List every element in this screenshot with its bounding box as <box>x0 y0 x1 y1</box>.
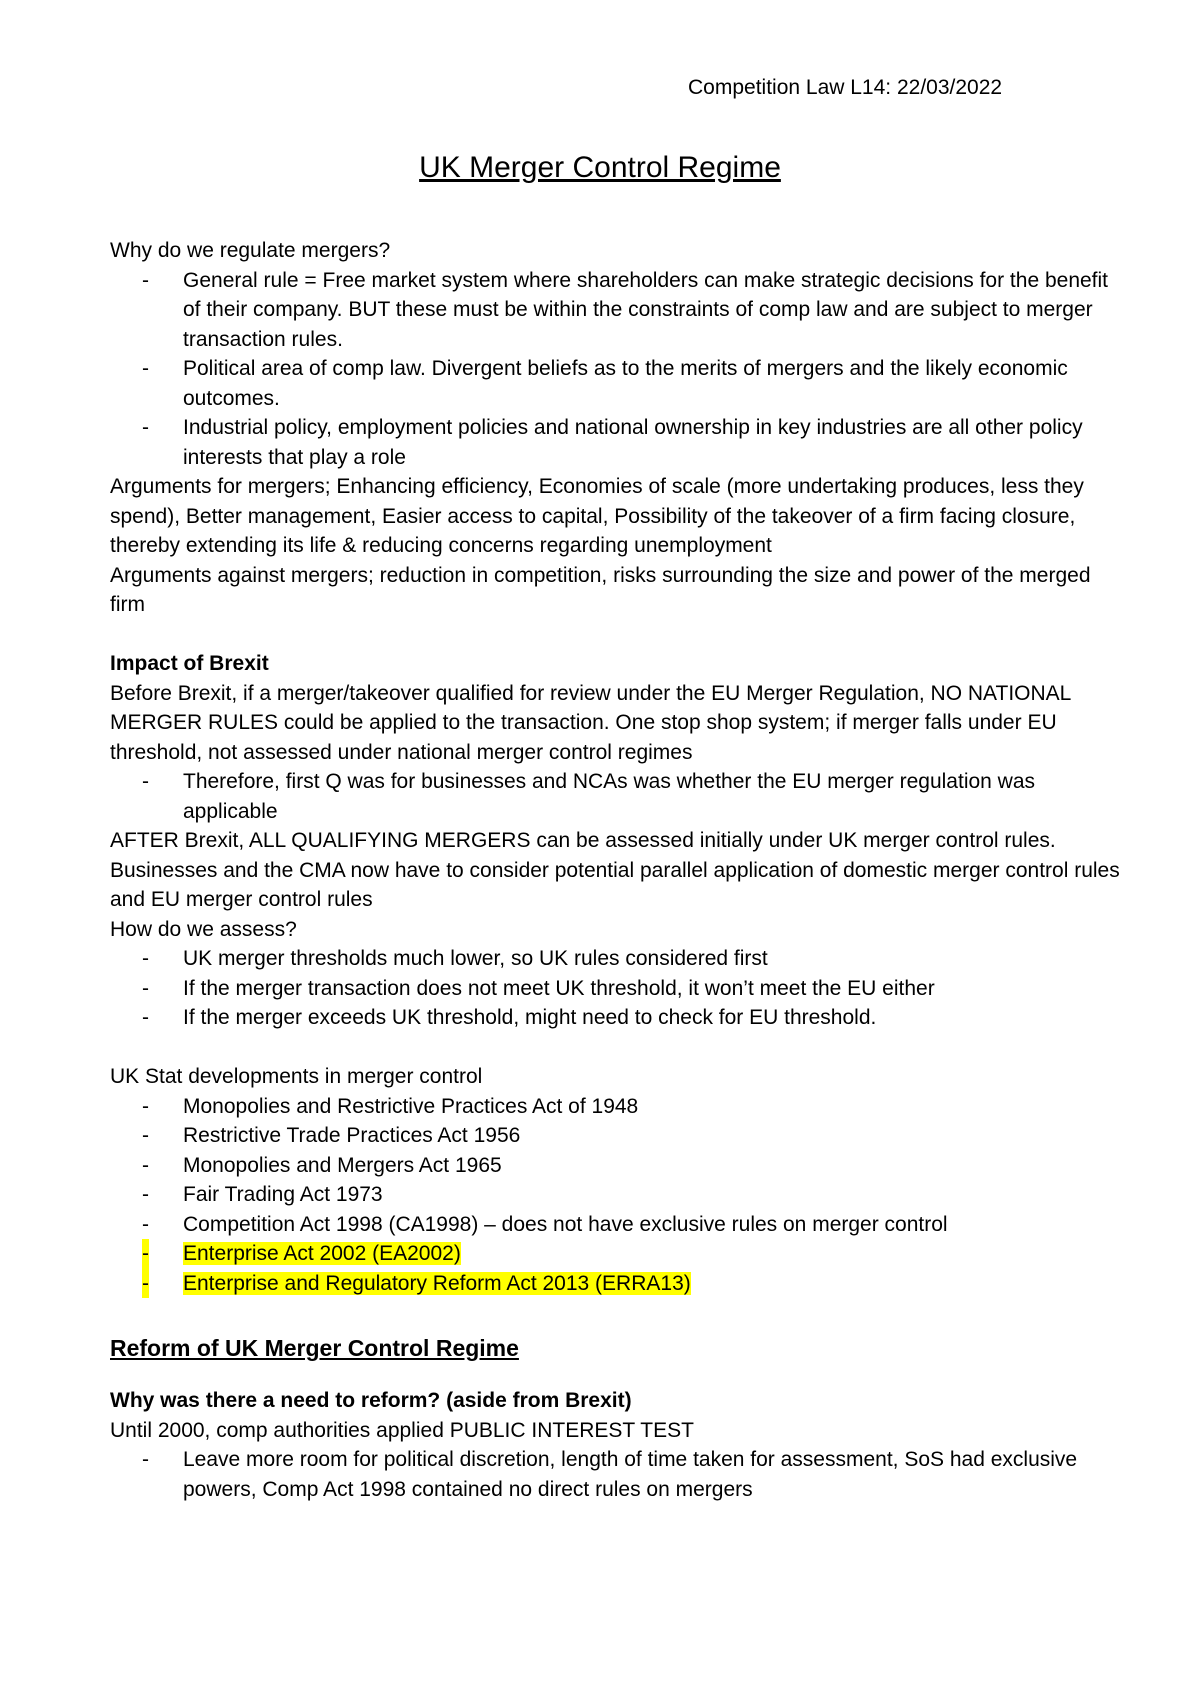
reform-bullets <box>110 1445 1120 1504</box>
dash-bullet: - <box>142 1448 149 1471</box>
dash-bullet: - <box>142 1153 149 1177</box>
dash-bullet: - <box>142 416 149 439</box>
dash-bullet: - <box>142 1094 149 1118</box>
stat-list <box>110 1092 1120 1299</box>
dash-bullet: - <box>142 357 149 380</box>
list-item: - UK merger thresholds much lower, so UK rules considered first <box>110 944 1120 974</box>
list-item: - Therefore, first Q was for businesses and NCAs was whether the EU merger regulation was applicable <box>110 767 1120 826</box>
dash-bullet: - <box>142 1212 149 1236</box>
dash-bullet: - <box>142 1006 149 1029</box>
after-brexit: AFTER Brexit, ALL QUALIFYING MERGERS can be assessed initially under UK merger control rules. Businesses and the CMA now have to consider potential parallel application of domestic merger control rules and EU merger control rules <box>110 829 1120 911</box>
dash-bullet: - <box>142 976 149 1000</box>
list-item: - Competition Act 1998 (CA1998) – does not have exclusive rules on merger control <box>110 1210 1120 1240</box>
before-brexit: Before Brexit, if a merger/takeover qualified for review under the EU Merger Regulation, NO NATIONAL MERGER RULES could be applied to the transaction. One stop shop system; if merger falls under EU threshold, not assessed under national merger control regimes <box>110 681 1071 764</box>
dash-bullet: - <box>142 947 149 970</box>
list-item: - Industrial policy, employment policies and national ownership in key industries are all other policy interests that play a role <box>110 413 1120 472</box>
list-item: - Monopolies and Restrictive Practices Act of 1948 <box>110 1092 1120 1122</box>
reform-heading: Reform of UK Merger Control Regime <box>110 1335 519 1361</box>
dash-bullet: - <box>142 770 149 793</box>
why-bullets <box>110 266 1120 473</box>
assess-question: How do we assess? <box>110 917 297 941</box>
document-body <box>110 236 1120 1504</box>
list-item: - If the merger transaction does not meet UK threshold, it won’t meet the EU either <box>110 974 1120 1004</box>
highlighted-list-item: - Enterprise Act 2002 (EA2002) <box>110 1239 1120 1269</box>
spacer <box>110 1364 1120 1386</box>
dash-bullet: - <box>142 268 149 292</box>
reform-subheading: Why was there a need to reform? (aside from Brexit) <box>110 1389 632 1412</box>
lecture-meta: Competition Law L14: 22/03/2022 <box>688 76 1003 99</box>
dash-bullet: - <box>142 1183 149 1206</box>
dash-bullet: - <box>142 1124 149 1147</box>
spacer <box>110 620 1120 650</box>
arguments-against: Arguments against mergers; reduction in competition, risks surrounding the size and power of the merged firm <box>110 563 1091 616</box>
list-item: - Monopolies and Mergers Act 1965 <box>110 1151 1120 1181</box>
highlighted-list-item: - Enterprise and Regulatory Reform Act 2013 (ERRA13) <box>110 1269 1120 1299</box>
arguments-for: Arguments for mergers; Enhancing efficiency, Economies of scale (more undertaking produces, less they spend), Better management, Easier access to capital, Possibility of the takeover of a firm facing closure, thereby extending its life & reducing concerns regarding unemployment <box>110 475 1084 557</box>
spacer <box>110 1298 1120 1320</box>
dash-bullet: - <box>142 1239 149 1269</box>
stat-intro: UK Stat developments in merger control <box>110 1065 483 1088</box>
page-title: UK Merger Control Regime <box>419 151 781 184</box>
list-item: - If the merger exceeds UK threshold, might need to check for EU threshold. <box>110 1003 1120 1033</box>
reform-until: Until 2000, comp authorities applied PUBLIC INTEREST TEST <box>110 1418 694 1442</box>
list-item: - Leave more room for political discretion, length of time taken for assessment, SoS had exclusive powers, Comp Act 1998 contained no direct rules on mergers <box>110 1445 1120 1504</box>
why-question: Why do we regulate mergers? <box>110 239 391 262</box>
before-brexit-bullets <box>110 767 1120 826</box>
list-item: - Fair Trading Act 1973 <box>110 1180 1120 1210</box>
list-item: - Restrictive Trade Practices Act 1956 <box>110 1121 1120 1151</box>
assess-bullets <box>110 944 1120 1033</box>
dash-bullet: - <box>142 1269 149 1299</box>
brexit-heading: Impact of Brexit <box>110 652 269 675</box>
list-item: - Political area of comp law. Divergent beliefs as to the merits of mergers and the likely economic outcomes. <box>110 354 1120 413</box>
list-item: - General rule = Free market system where shareholders can make strategic decisions for the benefit of their company. BUT these must be within the constraints of comp law and are subject to merger transaction rules. <box>110 266 1120 355</box>
spacer <box>110 1033 1120 1063</box>
